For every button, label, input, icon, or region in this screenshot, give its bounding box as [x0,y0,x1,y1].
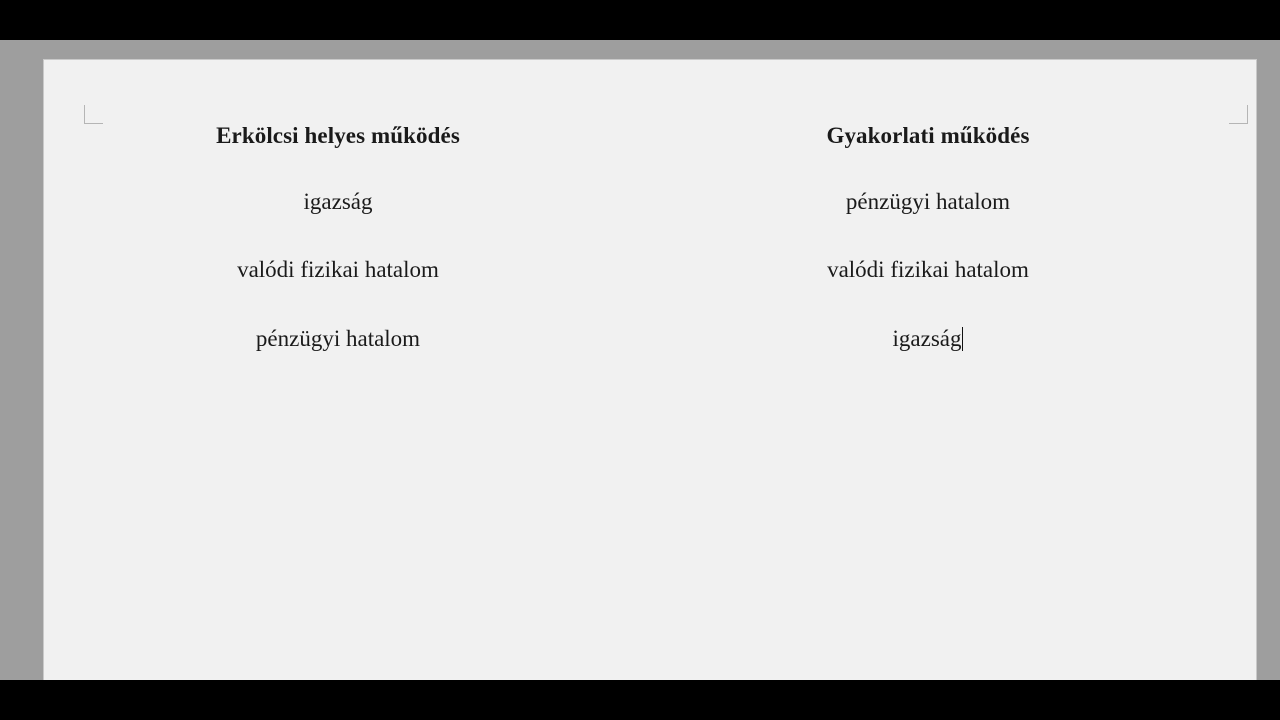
two-column-layout [44,60,1256,680]
column-left-line-1: igazság [303,188,373,214]
document-page[interactable] [44,60,1256,680]
column-right[interactable] [650,60,1256,680]
column-left-heading: Erkölcsi helyes működés [216,123,460,148]
column-right-heading: Gyakorlati működés [826,123,1030,148]
column-left-line-3: pénzügyi hatalom [255,325,421,351]
column-left-line-2: valódi fizikai hatalom [237,257,439,283]
column-right-line-3 [690,325,1166,353]
column-left[interactable] [44,60,650,680]
letterbox-top [0,0,1280,40]
column-right-line-2: valódi fizikai hatalom [827,257,1029,283]
column-right-line-3-text: igazság [892,325,962,351]
column-right-line-1: pénzügyi hatalom [845,188,1011,214]
letterbox-bottom [0,680,1280,720]
text-caret [962,327,963,351]
